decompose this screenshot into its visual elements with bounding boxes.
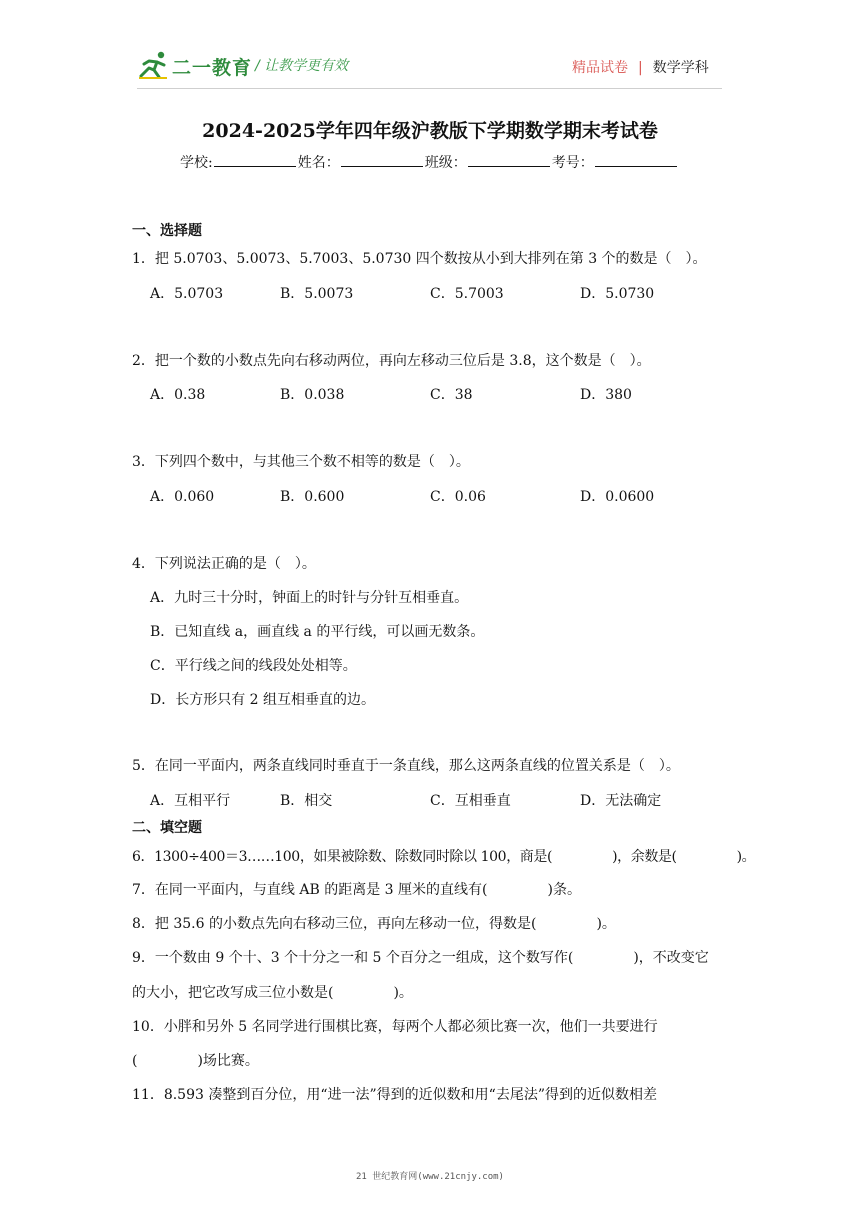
- tag-separator: |: [638, 60, 643, 76]
- q9-part-c: 的大小，把它改写成三位小数是(: [132, 985, 334, 1001]
- q6-part-a: 6．1300÷400＝3……100，如果被除数、除数同时除以 100，商是(: [132, 849, 553, 865]
- q3-option-d[interactable]: D．0.0600: [580, 489, 655, 505]
- q3-option-c[interactable]: C．0.06: [430, 489, 486, 505]
- brand-slogan: / 让教学更有效: [255, 58, 349, 74]
- number-blank[interactable]: [595, 154, 677, 167]
- q9-part-b: )，不改变它: [633, 950, 709, 966]
- q4-option-c[interactable]: C．平行线之间的线段处处相等。: [150, 658, 357, 674]
- q8-part-b: )。: [596, 916, 616, 932]
- q1-option-a[interactable]: A．5.0703: [150, 286, 224, 302]
- question-10-line-1: 10．小胖和另外 5 名同学进行围棋比赛，每两个人都必须比赛一次，他们一共要进行: [132, 1019, 658, 1035]
- q2-option-c[interactable]: C．38: [430, 387, 473, 403]
- header-tags: [572, 57, 709, 77]
- question-1: 1．把 5.0703、5.0073、5.7003、5.0730 四个数按从小到大排列在第 3 个的数是（ ）。: [132, 251, 707, 267]
- question-5: 5．在同一平面内，两条直线同时垂直于一条直线，那么这两条直线的位置关系是（ ）。: [132, 758, 680, 774]
- question-2: 2．把一个数的小数点先向右移动两位，再向左移动三位后是 3.8，这个数是（ ）。: [132, 353, 651, 369]
- q5-option-c[interactable]: C．互相垂直: [430, 793, 511, 809]
- q4-option-a[interactable]: A．九时三十分时，钟面上的时针与分针互相垂直。: [150, 590, 469, 606]
- school-blank[interactable]: [214, 154, 296, 167]
- student-info-line: [180, 152, 679, 172]
- q10-part-c: )场比赛。: [197, 1053, 259, 1069]
- question-11: 11．8.593 凑整到百分位，用“进一法”得到的近似数和用“去尾法”得到的近似数相差: [132, 1087, 657, 1103]
- question-4: 4．下列说法正确的是（ ）。: [132, 556, 316, 572]
- q4-option-d[interactable]: D．长方形只有 2 组互相垂直的边。: [150, 692, 376, 708]
- q5-option-b[interactable]: B．相交: [280, 793, 333, 809]
- q7-part-a: 7．在同一平面内，与直线 AB 的距离是 3 厘米的直线有(: [132, 882, 488, 898]
- tag-premium: 精品试卷: [572, 60, 628, 76]
- number-label: 考号：: [551, 155, 594, 171]
- q1-option-b[interactable]: B．5.0073: [280, 286, 354, 302]
- section-choice-heading: 一、选择题: [132, 223, 202, 239]
- question-7: [132, 879, 581, 899]
- class-blank[interactable]: [468, 154, 550, 167]
- page-title: 2024-2025学年四年级沪教版下学期数学期末考试卷: [202, 120, 658, 142]
- brand-name: 二一教育: [172, 57, 253, 79]
- school-label: 学校:: [180, 155, 213, 171]
- question-3: 3．下列四个数中，与其他三个数不相等的数是（ ）。: [132, 454, 470, 470]
- q1-option-d[interactable]: D．5.0730: [580, 286, 655, 302]
- question-10-line-2: [132, 1050, 259, 1070]
- name-blank[interactable]: [341, 154, 423, 167]
- q1-option-c[interactable]: C．5.7003: [430, 286, 504, 302]
- question-6: [132, 846, 755, 866]
- header-divider: [137, 88, 722, 89]
- section-fill-heading: 二、填空题: [132, 820, 202, 836]
- q7-part-b: )条。: [547, 882, 581, 898]
- q3-option-a[interactable]: A．0.060: [150, 489, 215, 505]
- tag-subject: 数学学科: [652, 60, 709, 76]
- q6-part-b: )，余数是(: [612, 849, 677, 865]
- question-9-line-2: [132, 982, 413, 1002]
- question-8: [132, 913, 616, 933]
- q3-option-b[interactable]: B．0.600: [280, 489, 345, 505]
- q9-part-d: )。: [393, 985, 413, 1001]
- q2-option-a[interactable]: A．0.38: [150, 387, 206, 403]
- q5-option-d[interactable]: D．无法确定: [580, 793, 662, 809]
- q2-option-b[interactable]: B．0.038: [280, 387, 345, 403]
- name-label: 姓名：: [297, 155, 340, 171]
- q6-part-c: )。: [736, 849, 756, 865]
- question-9-line-1: [132, 947, 709, 967]
- q8-part-a: 8．把 35.6 的小数点先向右移动三位，再向左移动一位，得数是(: [132, 916, 537, 932]
- q10-part-b: (: [132, 1053, 138, 1069]
- running-man-icon: [137, 50, 171, 80]
- q2-option-d[interactable]: D．380: [580, 387, 632, 403]
- page-footer: 21 世纪教育网(www.21cnjy.com): [356, 1172, 504, 1182]
- q4-option-b[interactable]: B．已知直线 a，画直线 a 的平行线，可以画无数条。: [150, 624, 485, 640]
- q9-part-a: 9．一个数由 9 个十、3 个十分之一和 5 个百分之一组成，这个数写作(: [132, 950, 574, 966]
- class-label: 班级：: [424, 155, 467, 171]
- q5-option-a[interactable]: A．互相平行: [150, 793, 231, 809]
